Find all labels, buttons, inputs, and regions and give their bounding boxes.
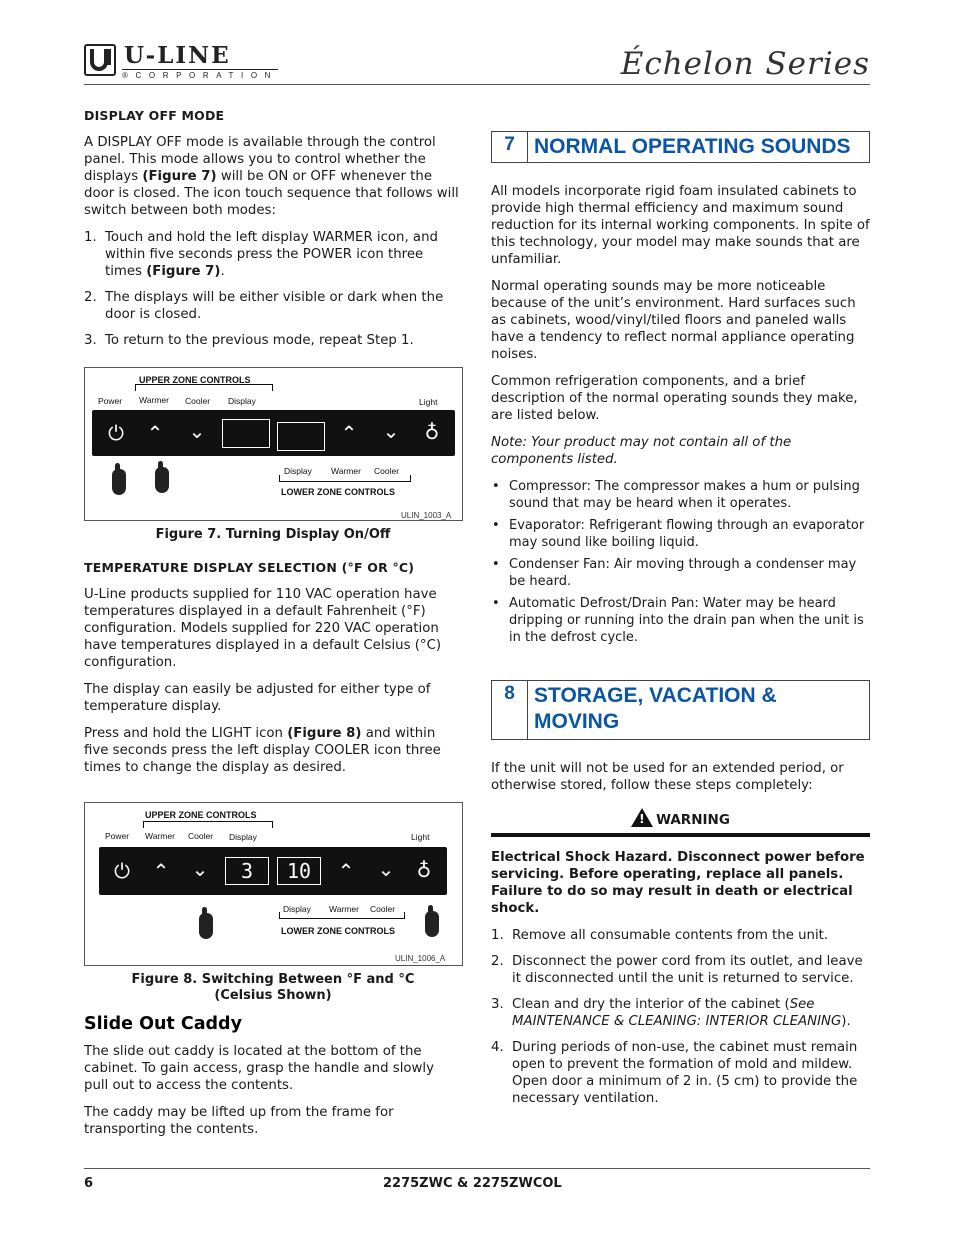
footer-rule [84, 1168, 870, 1169]
section-title-line: MOVING [534, 710, 620, 733]
text-run: Press and hold the LIGHT icon [84, 726, 288, 741]
storage-paragraph: If the unit will not be used for an extended period, or otherwise stored, follow these steps completely: [491, 761, 844, 793]
lower-display [277, 422, 325, 451]
text-run: will be ON or OFF whenever the door is closed. The icon touch sequence that follows will switch between both modes: [84, 169, 459, 218]
display-off-paragraph [84, 134, 462, 219]
lower-cooler-label: Cooler [374, 466, 400, 476]
temp-paragraph-2: The display can easily be adjusted for either type of temperature display. [84, 682, 431, 714]
display-off-heading: DISPLAY OFF MODE [84, 108, 225, 123]
pointing-hand-icon [112, 469, 126, 495]
warning-rule [491, 833, 870, 837]
chevron-down-icon: ⌄ [377, 857, 395, 881]
lower-zone-label: LOWER ZONE CONTROLS [281, 487, 395, 497]
control-panel [92, 410, 455, 456]
step-text: During periods of non-use, the cabinet must remain open to prevent the formation of mold and mildew. Open door a minimum of 2 in. (5 cm) to provide the necessary ventilation. [512, 1040, 858, 1106]
step-text: Touch and hold the left display WARMER icon, and within five seconds press the POWER icon three times [105, 230, 438, 279]
section-number: 8 [492, 681, 528, 739]
caption-line: (Celsius Shown) [214, 988, 332, 1003]
brand-name: U-LINE [124, 42, 231, 69]
chevron-down-icon: ⌄ [191, 857, 209, 881]
component-text: Compressor: The compressor makes a hum or pulsing sound that may be heard when it operates. [509, 479, 860, 511]
lower-warmer-label: Warmer [331, 466, 361, 476]
power-label: Power [98, 396, 123, 406]
list-item: • Automatic Defrost/Drain Pan: Water may be heard dripping or running into the drain pan when the unit is in the defrost cycle. [492, 596, 864, 645]
figure-8-caption [84, 972, 462, 1004]
u-line-logo-mark-icon [84, 44, 116, 76]
caddy-paragraph-1: The slide out caddy is located at the bottom of the cabinet. To gain access, grasp the handle and slowly pull out to access the contents. [84, 1044, 434, 1093]
section-title: NORMAL OPERATING SOUNDS [534, 135, 851, 158]
step-number: 2. [84, 290, 97, 305]
section-number: 7 [492, 132, 528, 162]
lower-display-label: Display [283, 904, 311, 914]
temp-paragraph-1: U-Line products supplied for 110 VAC operation have temperatures displayed in a default Fahrenheit (°F) configuration. Models supplied for 220 VAC operation have temperatures displayed in a default Celsius (°C) configuration. [84, 587, 442, 670]
step-number: 4. [491, 1040, 504, 1055]
component-text: Condenser Fan: Air moving through a condenser may be heard. [509, 557, 857, 589]
figure-ref: (Figure 7) [142, 169, 217, 184]
list-item: • Condenser Fan: Air moving through a condenser may be heard. [492, 557, 857, 589]
section-title-line: STORAGE, VACATION & [534, 684, 777, 707]
upper-display [222, 419, 270, 448]
figure-7-caption: Figure 7. Turning Display On/Off [155, 527, 391, 542]
step-number: 1. [84, 230, 97, 245]
chevron-down-icon: ⌄ [382, 419, 400, 443]
text-run: and within five seconds press the left display COOLER icon three times to change the display as desired. [84, 726, 441, 775]
left-column [84, 107, 462, 1148]
chevron-up-icon: ⌃ [146, 421, 164, 445]
text-run: A DISPLAY OFF mode is available through the control panel. This mode allows you to control whether the displays [84, 135, 436, 184]
warning-heading [491, 808, 870, 829]
cooler-label: Cooler [188, 831, 214, 841]
step-text: ). [841, 1014, 851, 1029]
list-item [491, 927, 870, 944]
step-text: The displays will be either visible or dark when the door is closed. [105, 290, 444, 322]
upper-zone-label: UPPER ZONE CONTROLS [139, 375, 251, 385]
chevron-up-icon: ⌃ [152, 859, 170, 883]
temp-display-heading: TEMPERATURE DISPLAY SELECTION (°F OR °C) [84, 560, 415, 575]
warmer-label: Warmer [145, 831, 175, 841]
pointing-hand-icon [155, 467, 169, 493]
components-list [491, 478, 870, 646]
warmer-label: Warmer [139, 395, 169, 405]
page-number: 6 [84, 1176, 94, 1191]
lower-zone-bracket [279, 475, 411, 482]
list-item [84, 332, 462, 349]
list-item [491, 1039, 870, 1107]
lower-display: 10 [277, 857, 321, 885]
list-item [84, 229, 462, 280]
section-title [528, 681, 783, 739]
u-line-logo [84, 42, 279, 80]
chevron-down-icon: ⌄ [188, 419, 206, 443]
upper-zone-label: UPPER ZONE CONTROLS [145, 810, 257, 820]
display-label: Display [229, 832, 257, 842]
figure-id: ULIN_1003_A [401, 511, 452, 520]
light-label: Light [419, 397, 438, 407]
list-item [84, 289, 462, 323]
pointing-hand-icon [425, 911, 439, 937]
right-column [491, 131, 870, 1117]
storage-steps [491, 927, 870, 1107]
figure-ref: (Figure 7) [146, 264, 221, 279]
list-item: • Evaporator: Refrigerant flowing through an evaporator may sound like boiling liquid. [492, 518, 865, 550]
caddy-paragraph-2: The caddy may be lifted up from the frame for transporting the contents. [84, 1105, 394, 1137]
display-label: Display [228, 396, 256, 406]
warning-label: WARNING [656, 812, 730, 828]
lower-warmer-label: Warmer [329, 904, 359, 914]
step-number: 3. [84, 333, 97, 348]
step-number: 2. [491, 954, 504, 969]
light-icon: ♁ [424, 420, 440, 444]
slide-out-caddy-heading: Slide Out Caddy [84, 1014, 242, 1034]
sounds-paragraph-2: Normal operating sounds may be more noticeable because of the unit’s environment. Hard surfaces such as cabinets, wood/vinyl/tiled floors and paneled walls have a tendency to reflect normal appliance operating noises. [491, 279, 856, 362]
light-label: Light [411, 832, 430, 842]
figure-id: ULIN_1006_A [395, 954, 446, 963]
warning-triangle-icon [631, 808, 653, 827]
step-number: 1. [491, 928, 504, 943]
step-text: Clean and dry the interior of the cabinet ( [512, 997, 790, 1012]
lower-cooler-label: Cooler [370, 904, 396, 914]
component-text: Evaporator: Refrigerant flowing through an evaporator may sound like boiling liquid. [509, 518, 865, 550]
cross-reference: See MAINTENANCE & CLEANING: INTERIOR CLEANING [512, 997, 842, 1029]
series-title: Échelon Series [620, 46, 870, 82]
lower-zone-bracket [279, 912, 405, 919]
lower-zone-label: LOWER ZONE CONTROLS [281, 926, 395, 936]
display-off-steps [84, 229, 462, 349]
step-number: 3. [491, 997, 504, 1012]
upper-zone-bracket [135, 384, 273, 391]
step-text: Disconnect the power cord from its outlet, and leave it disconnected until the unit is returned to service. [512, 954, 863, 986]
lower-display-label: Display [284, 466, 312, 476]
step-text: To return to the previous mode, repeat Step 1. [105, 333, 414, 348]
section-8-heading [491, 680, 870, 740]
section-7-heading [491, 131, 870, 163]
power-icon: ⏻ [108, 421, 124, 445]
figure-8 [84, 802, 463, 966]
light-icon: ♁ [416, 858, 432, 882]
upper-zone-bracket [143, 821, 273, 828]
pointing-hand-icon [199, 913, 213, 939]
brand-sub: ®CORPORATION [122, 71, 279, 80]
figure-ref: (Figure 8) [287, 726, 362, 741]
power-label: Power [105, 831, 130, 841]
caption-line: Figure 8. Switching Between °F and °C [131, 972, 415, 987]
list-item [491, 996, 870, 1030]
chevron-up-icon: ⌃ [337, 859, 355, 883]
header-rule [84, 84, 870, 85]
temp-paragraph-3 [84, 725, 462, 776]
control-panel [99, 847, 447, 895]
sounds-paragraph-1: All models incorporate rigid foam insulated cabinets to provide high thermal efficiency and maximum sound reduction for its internal working components. In spite of this technology, your model may make sounds that are unfamiliar. [491, 184, 870, 267]
list-item: • Compressor: The compressor makes a hum or pulsing sound that may be heard when it operates. [492, 479, 860, 511]
warning-text: Electrical Shock Hazard. Disconnect power before servicing. Before operating, replace all panels. Failure to do so may result in death or electrical shock. [491, 850, 865, 916]
power-icon: ⏻ [114, 859, 130, 883]
sounds-note: Note: Your product may not contain all of the components listed. [491, 435, 792, 467]
sounds-paragraph-3: Common refrigeration components, and a brief description of the normal operating sounds they make, are listed below. [491, 374, 858, 423]
model-number: 2275ZWC & 2275ZWCOL [383, 1176, 562, 1191]
figure-7 [84, 367, 463, 521]
step-text: . [220, 264, 225, 279]
upper-display: 3 [225, 857, 269, 885]
cooler-label: Cooler [185, 396, 211, 406]
step-text: Remove all consumable contents from the unit. [512, 928, 829, 943]
chevron-up-icon: ⌃ [340, 421, 358, 445]
component-text: Automatic Defrost/Drain Pan: Water may be heard dripping or running into the drain pan when the unit is in the defrost cycle. [509, 596, 864, 645]
list-item [491, 953, 870, 987]
